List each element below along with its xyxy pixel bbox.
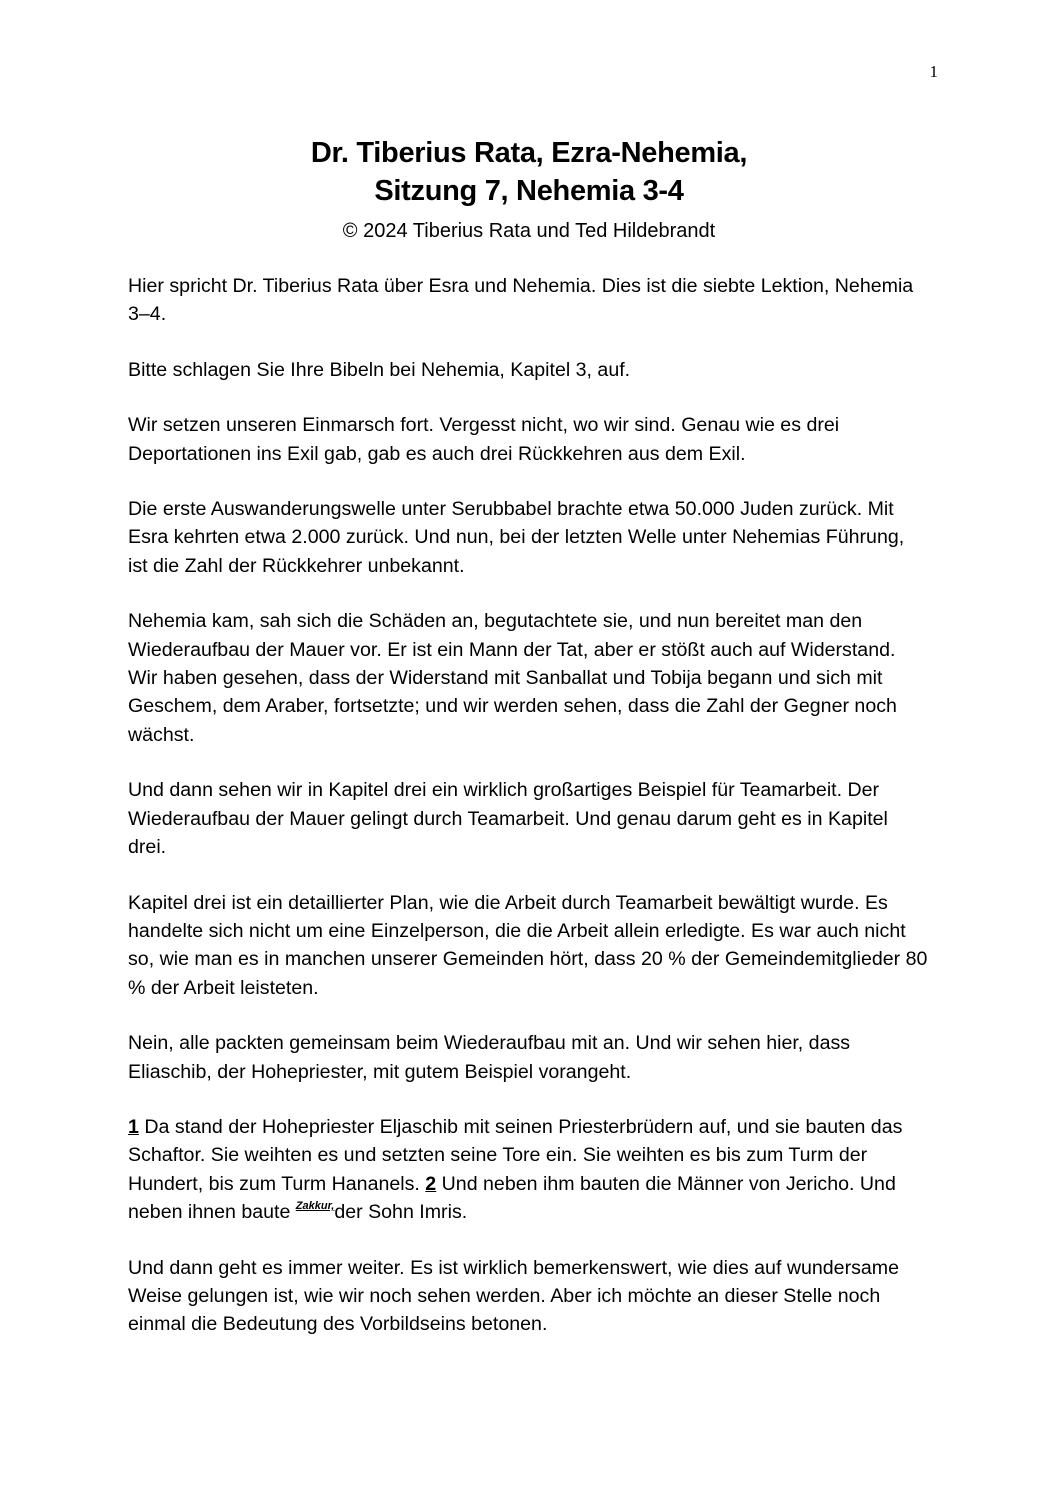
verse-number-1: 1 [128, 1115, 139, 1138]
verse-number-2: 2 [425, 1172, 437, 1195]
document-title-line-2: Sitzung 7, Nehemia 3-4 [374, 175, 684, 207]
verse-text-1: Da stand der Hohepriester Eljaschib mit seinen Priesterbrüdern auf, und sie bauten das Schaftor. Sie weihten es und setzten seine Tore ein. Sie weihten es bis zum Turm der Hundert, bis zum Turm Hananels. [128, 1115, 903, 1195]
paragraph-example: Nein, alle packten gemeinsam beim Wiederaufbau mit an. Und wir sehen hier, dass Eliaschib, der Hohepriester, mit gutem Beispiel vorangeht. [128, 1032, 851, 1083]
verse-text-2: Und neben ihm bauten die Männer von Jericho. Und neben ihnen baute [128, 1172, 896, 1224]
paragraph-verses [128, 1113, 928, 1227]
verse-text-2-end: der Sohn Imris. [334, 1201, 468, 1224]
paragraph-open-bibles: Bitte schlagen Sie Ihre Bibeln bei Nehemia, Kapitel 3, auf. [128, 358, 631, 381]
document-body [128, 272, 928, 1366]
document-title-line-1: Dr. Tiberius Rata, Ezra-Nehemia, [310, 137, 748, 169]
page-number: 1 [929, 62, 938, 81]
paragraph-exile-returns: Wir setzen unseren Einmarsch fort. Vergesst nicht, wo wir sind. Genau wie es drei Deportationen ins Exil gab, gab es auch drei Rückkehren aus dem Exil. [128, 414, 840, 465]
paragraph-opposition: Nehemia kam, sah sich die Schäden an, begutachtete sie, und nun bereitet man den Wiederaufbau der Mauer vor. Er ist ein Mann der Tat, aber er stößt auch auf Widerstand. Wir haben gesehen, dass der Widerstand mit Sanballat und Tobija begann und sich mit Geschem, dem Araber, fortsetzte; und wir werden sehen, dass die Zahl der Gegner noch wächst. [128, 610, 897, 746]
paragraph-closing: Und dann geht es immer weiter. Es ist wirklich bemerkenswert, wie dies auf wundersame Weise gelungen ist, wie wir noch sehen werden. Aber ich möchte an dieser Stelle noch einmal die Bedeutung des Vorbildseins betonen. [128, 1256, 900, 1336]
paragraph-return-waves: Die erste Auswanderungswelle unter Serubbabel brachte etwa 50.000 Juden zurück. Mit Esra kehrten etwa 2.000 zurück. Und nun, bei der letzten Welle unter Nehemias Führung, ist die Zahl der Rückkehrer unbekannt. [128, 498, 905, 577]
footnote-reference[interactable]: Zakkur, [295, 1200, 335, 1213]
copyright-notice: © 2024 Tiberius Rata und Ted Hildebrandt [342, 220, 716, 242]
title-block [0, 134, 1058, 246]
paragraph-teamwork: Und dann sehen wir in Kapitel drei ein wirklich großartiges Beispiel für Teamarbeit. Der Wiederaufbau der Mauer gelingt durch Teamarbeit. Und genau darum geht es in Kapitel drei. [128, 779, 888, 859]
paragraph-intro: Hier spricht Dr. Tiberius Rata über Esra und Nehemia. Dies ist die siebte Lektion, Nehemia 3–4. [128, 275, 914, 326]
paragraph-plan: Kapitel drei ist ein detaillierter Plan, wie die Arbeit durch Teamarbeit bewältigt wurde. Es handelte sich nicht um eine Einzelperson, die die Arbeit allein erledigte. Es war auch nicht so, wie man es in manchen unserer Gemeinden hört, dass 20 % der Gemeindemitglieder 80 % der Arbeit leisteten. [128, 891, 928, 999]
